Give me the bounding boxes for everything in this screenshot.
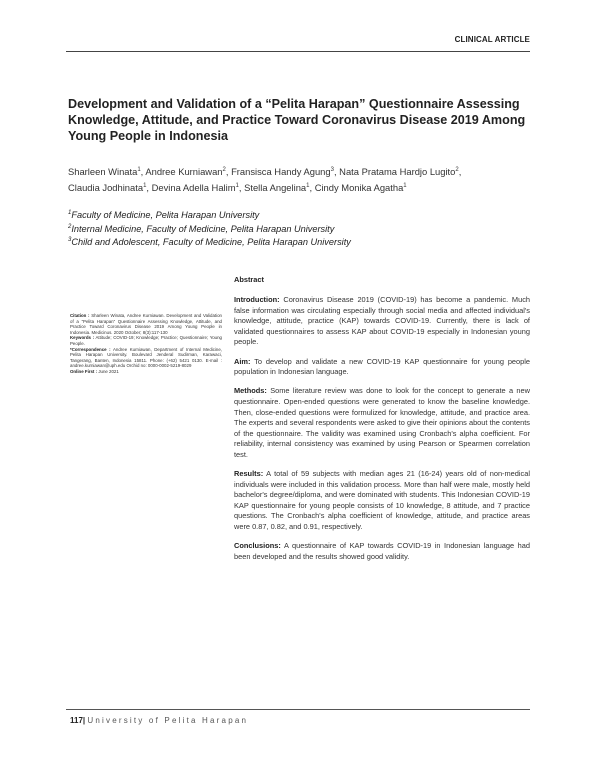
citation-block: [70, 313, 222, 335]
email-text: E-mail : andree.kurniawan@uph.edu Orchid no: 0000-0002-5219-8029: [70, 357, 222, 369]
header-divider: [66, 51, 530, 52]
journal-name: University of Pelita Harapan: [87, 716, 249, 725]
author-affil-sup: 2: [455, 167, 459, 173]
footer-divider: [66, 709, 530, 710]
section-label: Introduction:: [234, 295, 280, 304]
online-first-date: June 2021: [98, 368, 119, 374]
section-label: Conclusions:: [234, 541, 281, 551]
section-text: A questionnaire of KAP towards COVID-19 in Indonesian language had been developed and the results showed good validity.: [234, 541, 530, 561]
abstract-results: [234, 469, 530, 533]
author-list: Sharleen Winata$^1$, Andree Kurniawan$^2$, Fransisca Handy Agung$^3$, Nata Pratama Hardjo Lugito$^2$, Claudia Jodhinata$^1$, Devina Adella Halim$^1$, Stella Angelina$^1$, Cindy Monika Agatha$^1$: [68, 166, 462, 194]
section-text: To develop and validate a new COVID-19 KAP questionnaire for young people population in Indonesian language.: [234, 356, 531, 377]
section-text: A total of 59 subjects with median ages 21 (16-24) years old of non-medical individuals were included in this validation process. More than half were male, mostly held bachelor's degree/diploma, and were dominated with students. This Indonesian COVID-19 KAP questionnaire for young people consists of 10 knowledge, 8 attitude, and 7 practice questions. The Cronbach's alpha coefficient of knowledge, attitude, and practice areas were 0.87, 0.82, and 0.91, respectively.: [234, 469, 530, 532]
section-label: Aim:: [234, 356, 251, 366]
abstract-introduction: [234, 295, 530, 348]
correspondence-label: *Correspondence :: [70, 346, 111, 352]
author-name: Stella Angelina: [244, 182, 307, 194]
author-name: Andree Kurniawan: [145, 166, 223, 178]
online-first-label: Online First :: [70, 368, 98, 374]
abstract-methods: [234, 386, 530, 460]
citation-ref: Medicinus. 2020 October; 8(3):117-130: [91, 329, 168, 335]
article-type-label: CLINICAL ARTICLE: [454, 35, 530, 44]
author-affil-sup: 1: [306, 183, 310, 190]
abstract-body: [234, 295, 530, 571]
citation-label: Citation :: [70, 313, 90, 318]
article-info-sidebar: [70, 313, 222, 375]
affiliation-item: $^2$Internal Medicine, Faculty of Medicine, Pelita Harapan University: [68, 223, 335, 234]
author-affil-sup: 1: [235, 183, 239, 190]
author-affil-sup: 1: [137, 167, 141, 173]
footer-separator: |: [82, 716, 86, 725]
section-label: Methods:: [234, 386, 267, 396]
affiliation-item: $^1$Faculty of Medicine, Pelita Harapan University: [68, 210, 260, 221]
correspondence-text: Andree Kurniawan, Department of Internal Medicine, Pelita Harapan University. Boulevard Jenderal Sudirman, Karawaci, Tangerang, Banten, Indonesia 15811. Phone: (+62) 5421 0130.: [70, 346, 223, 363]
paper-title: Development and Validation of a “Pelita Harapan” Questionnaire Assessing Knowledge, Attitude, and Practice Toward Coronavirus Disease 2019 Among Young People in Indonesia: [68, 97, 526, 143]
affiliation-list: [68, 208, 508, 249]
section-label: Results:: [234, 469, 264, 479]
citation-text: Sharleen Winata, Andree Kurniawan. Development and Validation of a “Pelita Harapan” Questionnaire Assessing Knowledge, Attitude, and Practice Toward Coronavirus Disease 2019 Among Young People in Indonesia.: [70, 313, 222, 335]
correspondence-block: [70, 347, 222, 369]
author-affil-sup: 2: [222, 167, 226, 173]
author-name: Devina Adella Halim: [151, 182, 236, 194]
author-affil-sup: 3: [330, 167, 334, 173]
keywords-label: Keywords :: [70, 335, 95, 341]
author-affil-sup: 1: [403, 183, 407, 190]
section-text: Coronavirus Disease 2019 (COVID-19) has become a pandemic. Much false information was circulating especially through social media and affected individual's knowledge, attitude, practice (KAP) towards COVID-19. Currently, there is lack of validated questionnaires to assess KAP about COVID-19 especially in Indonesian young people.: [234, 295, 530, 347]
abstract-heading: Abstract: [234, 275, 264, 284]
keywords-block: [70, 335, 222, 346]
author-affil-sup: 1: [143, 183, 147, 190]
online-first-block: [70, 369, 222, 375]
author-name: Claudia Jodhinata: [68, 182, 144, 194]
abstract-conclusions: [234, 541, 530, 562]
affiliation-item: $^3$Child and Adolescent, Faculty of Medicine, Pelita Harapan University: [68, 237, 351, 248]
page-number: 117: [70, 716, 83, 725]
keywords-text: Attitude; COVID-19; Knowledge; Practice; Questionnaire; Young People.: [70, 335, 222, 346]
abstract-aim: [234, 357, 530, 378]
section-text: Some literature review was done to look for the concept to generate a new questionnaire. Open-ended questions were generated to know the baseline knowledge. Then, close-ended questions were formulized for knowledge, attitude, and practice area. The experts and several respondents were asked to give their opinions about the contents of the questionnaire. The validity was examined using Cronbach's alpha coefficient. For reliability, internal consistency was examined by using Pearson or Spearmen correlation test.: [234, 386, 530, 459]
page-footer: [70, 716, 248, 725]
author-name: Sharleen Winata: [68, 166, 138, 178]
author-name: Cindy Monika Agatha: [314, 182, 404, 194]
author-name: Fransisca Handy Agung: [231, 166, 331, 178]
author-name: Nata Pratama Hardjo Lugito: [339, 166, 456, 178]
